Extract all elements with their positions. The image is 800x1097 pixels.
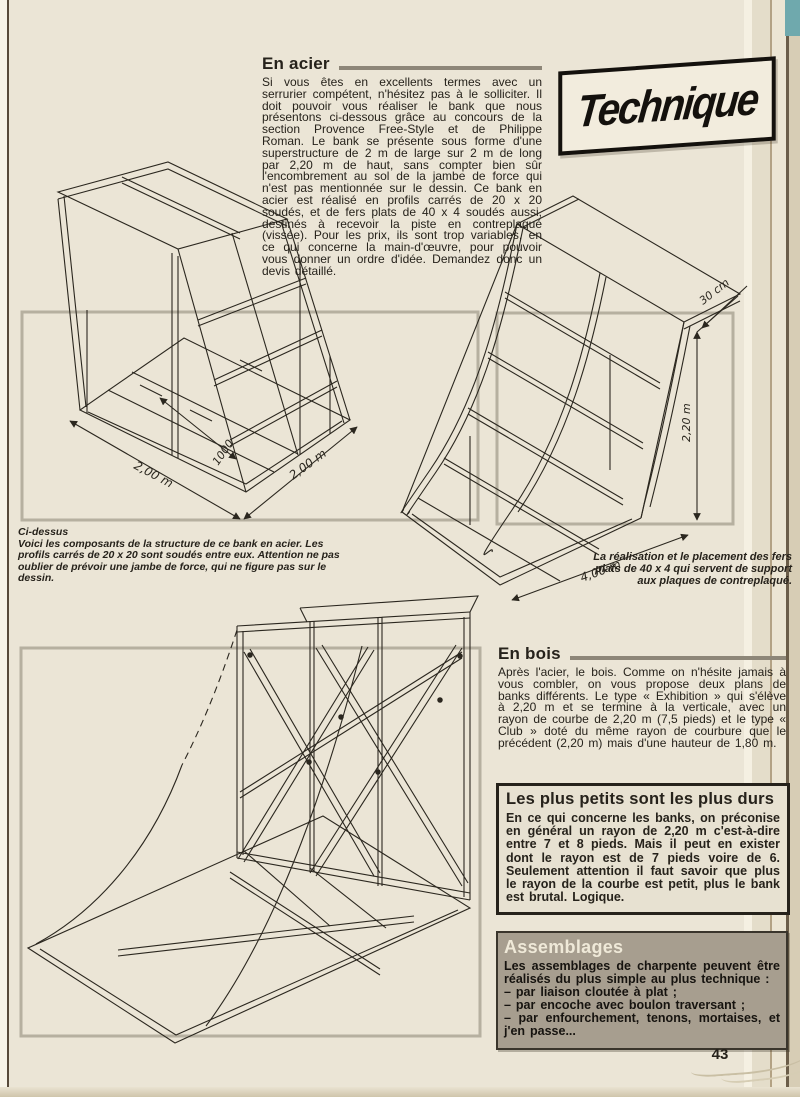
technique-badge-label: Technique — [574, 74, 760, 137]
heading-en-bois-label: En bois — [498, 644, 561, 663]
callout-title: Les plus petits sont les plus durs — [506, 790, 775, 808]
section-en-bois — [498, 645, 786, 750]
page-number: 43 — [711, 1046, 729, 1063]
callout-body: En ce qui concerne les banks, on préconise en général un rayon de 2,20 m c'est-à-dire entre 7 et 8 pieds. Mais il peut en exister dont le rayon est de 7 pieds voire de 6. Seulement attention il faut savoir que plus le rayon de la courbe est petit, plus le bank est brutal. Logique. — [506, 811, 780, 905]
technique-badge — [558, 56, 775, 155]
en-bois-body: Après l'acier, le bois. Comme on n'hésite jamais à vous combler, on vous propose deux plans de banks différents. Le type « Exhibition » qui s'élève à 2,20 m et se termine à la verticale, avec un rayon de courbe de 2,20 m (7,5 pieds) et le type « Club » doté du même rayon de courbure que le précédent (2,20 m) mais d'une hauteur de 1,80 m. — [498, 665, 786, 750]
caption-text: Voici les composants de la structure de ce bank en acier. Les profils carrés de 20 x 20 sont soudés entre eux. Attention ne pas oublier de prévoir une jambe de force, qui ne figure pas sur le dessin. — [18, 537, 340, 584]
heading-en-acier-label: En acier — [262, 54, 330, 73]
heading-rule — [339, 66, 542, 70]
dim-label-30cm: 30 cm — [696, 276, 732, 308]
scan-corner-teal — [785, 0, 800, 36]
heading-rule — [570, 656, 786, 660]
assemblages-item: – par enfourchement, tenons, mortaises, et j'en passe... — [504, 1011, 780, 1038]
callout-box-assemblages — [496, 931, 788, 1050]
section-en-acier — [262, 55, 542, 278]
assemblages-item: – par liaison cloutée à plat ; — [504, 985, 677, 999]
dim-label-2m-right: 2,00 m — [286, 446, 329, 483]
scan-edge-right — [789, 0, 800, 1097]
scan-edge-bottom — [0, 1087, 800, 1097]
assemblages-body — [504, 960, 780, 1038]
heading-en-bois — [498, 645, 786, 662]
dim-label-1000: 1000 — [209, 437, 237, 468]
caption-lead: Ci-dessus — [18, 526, 69, 538]
caption-steel-figure — [18, 527, 350, 585]
dim-label-4m: 4,00 m — [578, 557, 623, 585]
heading-en-acier — [262, 55, 542, 72]
scan-edge-left-line — [7, 0, 9, 1097]
assemblages-item: – par encoche avec boulon traversant ; — [504, 998, 746, 1012]
assemblages-intro: Les assemblages de charpente peuvent être réalisés du plus simple au plus technique : — [504, 959, 780, 986]
en-acier-body: Si vous êtes en excellents termes avec un serrurier compétent, n'hésitez pas à le solliciter. Il doit pouvoir vous réaliser le bank que nous présentons ci-dessous grâce au concours de la section Provence Free-Style et de Philippe Roman. Le bank se présente sous forme d'une superstructure de 2 m de large sur 2 m de long par 2,20 m de haut, sans compter bien sûr l'encombrement au sol de la jambe de force qui n'est pas mentionnée sur le dessin. Ce bank en acier est réalisé en profils carrés de 20 x 20 soudés, et de fers plats de 40 x 4 soudés aussi, destinés à recevoir la piste en contreplaqué (vissée). Pour les prix, ils sont trop variables, en ce qui concerne la main-d'œuvre, pour pouvoir vous donner un ordre d'idée. Demandez donc un devis détaillé. — [262, 75, 542, 278]
assemblages-title: Assemblages — [504, 937, 624, 957]
callout-box-petits-durs — [496, 783, 790, 915]
caption-curved-figure: La réalisation et le placement des fers plats de 40 x 4 qui servent de support aux plaques de contreplaqué. — [593, 551, 792, 587]
dim-label-2m-left: 2,00 m — [131, 458, 176, 491]
scan-edge-left — [0, 0, 7, 1097]
figure-wood-ramp — [28, 596, 478, 1043]
dim-label-220m: 2,20 m — [680, 403, 693, 442]
